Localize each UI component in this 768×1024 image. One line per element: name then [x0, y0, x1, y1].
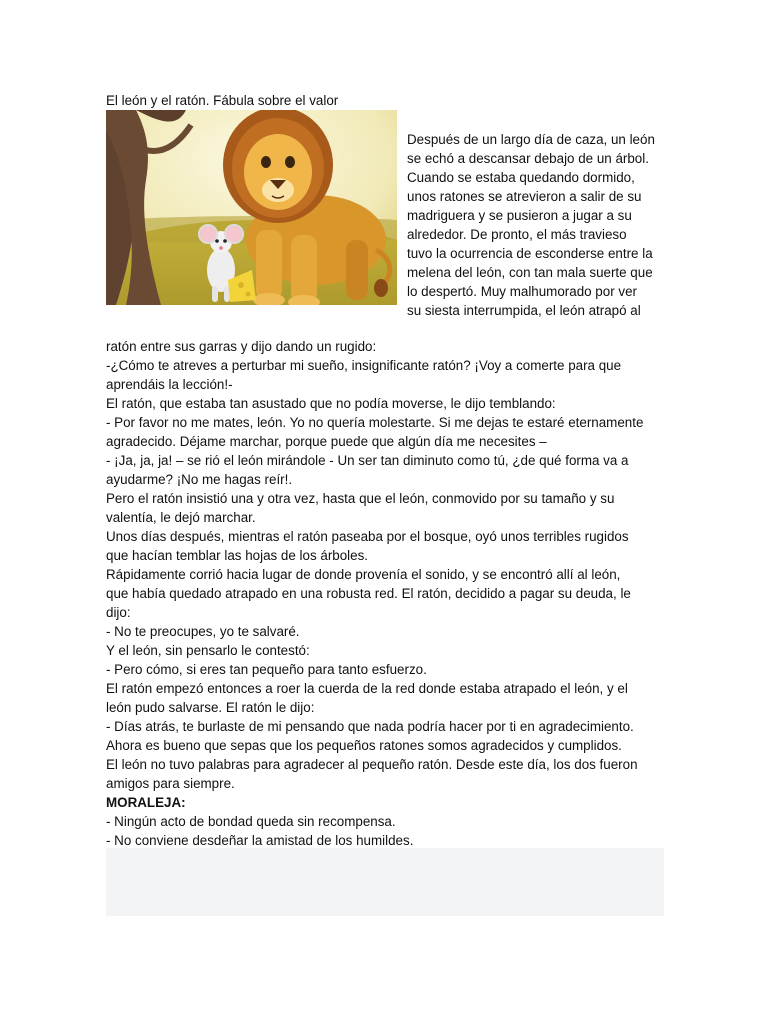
text-line: - Por favor no me mates, león. Yo no quería molestarte. Si me dejas te estaré eternamente — [106, 415, 644, 430]
lion-and-mouse-illustration — [106, 110, 397, 305]
text-line: se echó a descansar debajo de un árbol. — [407, 151, 649, 166]
text-line: El león no tuvo palabras para agradecer al pequeño ratón. Desde este día, los dos fueron — [106, 757, 638, 772]
text-line: tuvo la ocurrencia de esconderse entre la — [407, 246, 653, 261]
text-line: - Pero cómo, si eres tan pequeño para tanto esfuerzo. — [106, 662, 427, 677]
text-line: madriguera y se pusieron a jugar a su — [407, 208, 632, 223]
text-line: - Días atrás, te burlaste de mi pensando que nada podría hacer por ti en agradecimiento. — [106, 719, 634, 734]
text-line: ratón entre sus garras y dijo dando un rugido: — [106, 339, 377, 354]
document-title: El león y el ratón. Fábula sobre el valor — [106, 93, 339, 108]
text-line: Cuando se estaba quedando dormido, — [407, 170, 635, 185]
text-line: El ratón empezó entonces a roer la cuerda de la red donde estaba atrapado el león, y el — [106, 681, 628, 696]
moral-line: - No conviene desdeñar la amistad de los humildes. — [106, 833, 414, 848]
moral-heading: MORALEJA: — [106, 795, 186, 810]
text-line: que había quedado atrapado en una robusta red. El ratón, decidido a pagar su deuda, le — [106, 586, 631, 601]
text-line: Unos días después, mientras el ratón paseaba por el bosque, oyó unos terribles rugidos — [106, 529, 629, 544]
intro-block — [106, 110, 666, 340]
intro-paragraph — [407, 130, 669, 320]
story-body — [106, 337, 666, 850]
text-line: león pudo salvarse. El ratón le dijo: — [106, 700, 315, 715]
document-page — [106, 91, 666, 850]
text-line: Ahora es bueno que sepas que los pequeños ratones somos agradecidos y cumplidos. — [106, 738, 622, 753]
text-line: Y el león, sin pensarlo le contestó: — [106, 643, 310, 658]
text-line: El ratón, que estaba tan asustado que no podía moverse, le dijo temblando: — [106, 396, 556, 411]
text-line: agradecido. Déjame marchar, porque puede que algún día me necesites – — [106, 434, 547, 449]
blank-footer-panel — [106, 848, 664, 916]
text-line: dijo: — [106, 605, 131, 620]
text-line: alrededor. De pronto, el más travieso — [407, 227, 627, 242]
text-line: valentía, le dejó marchar. — [106, 510, 256, 525]
text-line: melena del león, con tan mala suerte que — [407, 265, 653, 280]
text-line: lo despertó. Muy malhumorado por ver — [407, 284, 637, 299]
text-line: Rápidamente corrió hacia lugar de donde provenía el sonido, y se encontró allí al león, — [106, 567, 621, 582]
text-line: que hacían temblar las hojas de los árboles. — [106, 548, 369, 563]
moral-line: - Ningún acto de bondad queda sin recompensa. — [106, 814, 396, 829]
text-line: amigos para siempre. — [106, 776, 235, 791]
text-line: - No te preocupes, yo te salvaré. — [106, 624, 300, 639]
text-line: - ¡Ja, ja, ja! – se rió el león mirándole - Un ser tan diminuto como tú, ¿de qué forma va a — [106, 453, 629, 468]
text-line: Después de un largo día de caza, un león — [407, 132, 655, 147]
text-line: Pero el ratón insistió una y otra vez, hasta que el león, conmovido por su tamaño y su — [106, 491, 615, 506]
text-line: aprendáis la lección!- — [106, 377, 233, 392]
text-line: su siesta interrumpida, el león atrapó al — [407, 303, 641, 318]
text-line: -¿Cómo te atreves a perturbar mi sueño, insignificante ratón? ¡Voy a comerte para que — [106, 358, 622, 373]
text-line: ayudarme? ¡No me hagas reír!. — [106, 472, 293, 487]
text-line: unos ratones se atrevieron a salir de su — [407, 189, 642, 204]
